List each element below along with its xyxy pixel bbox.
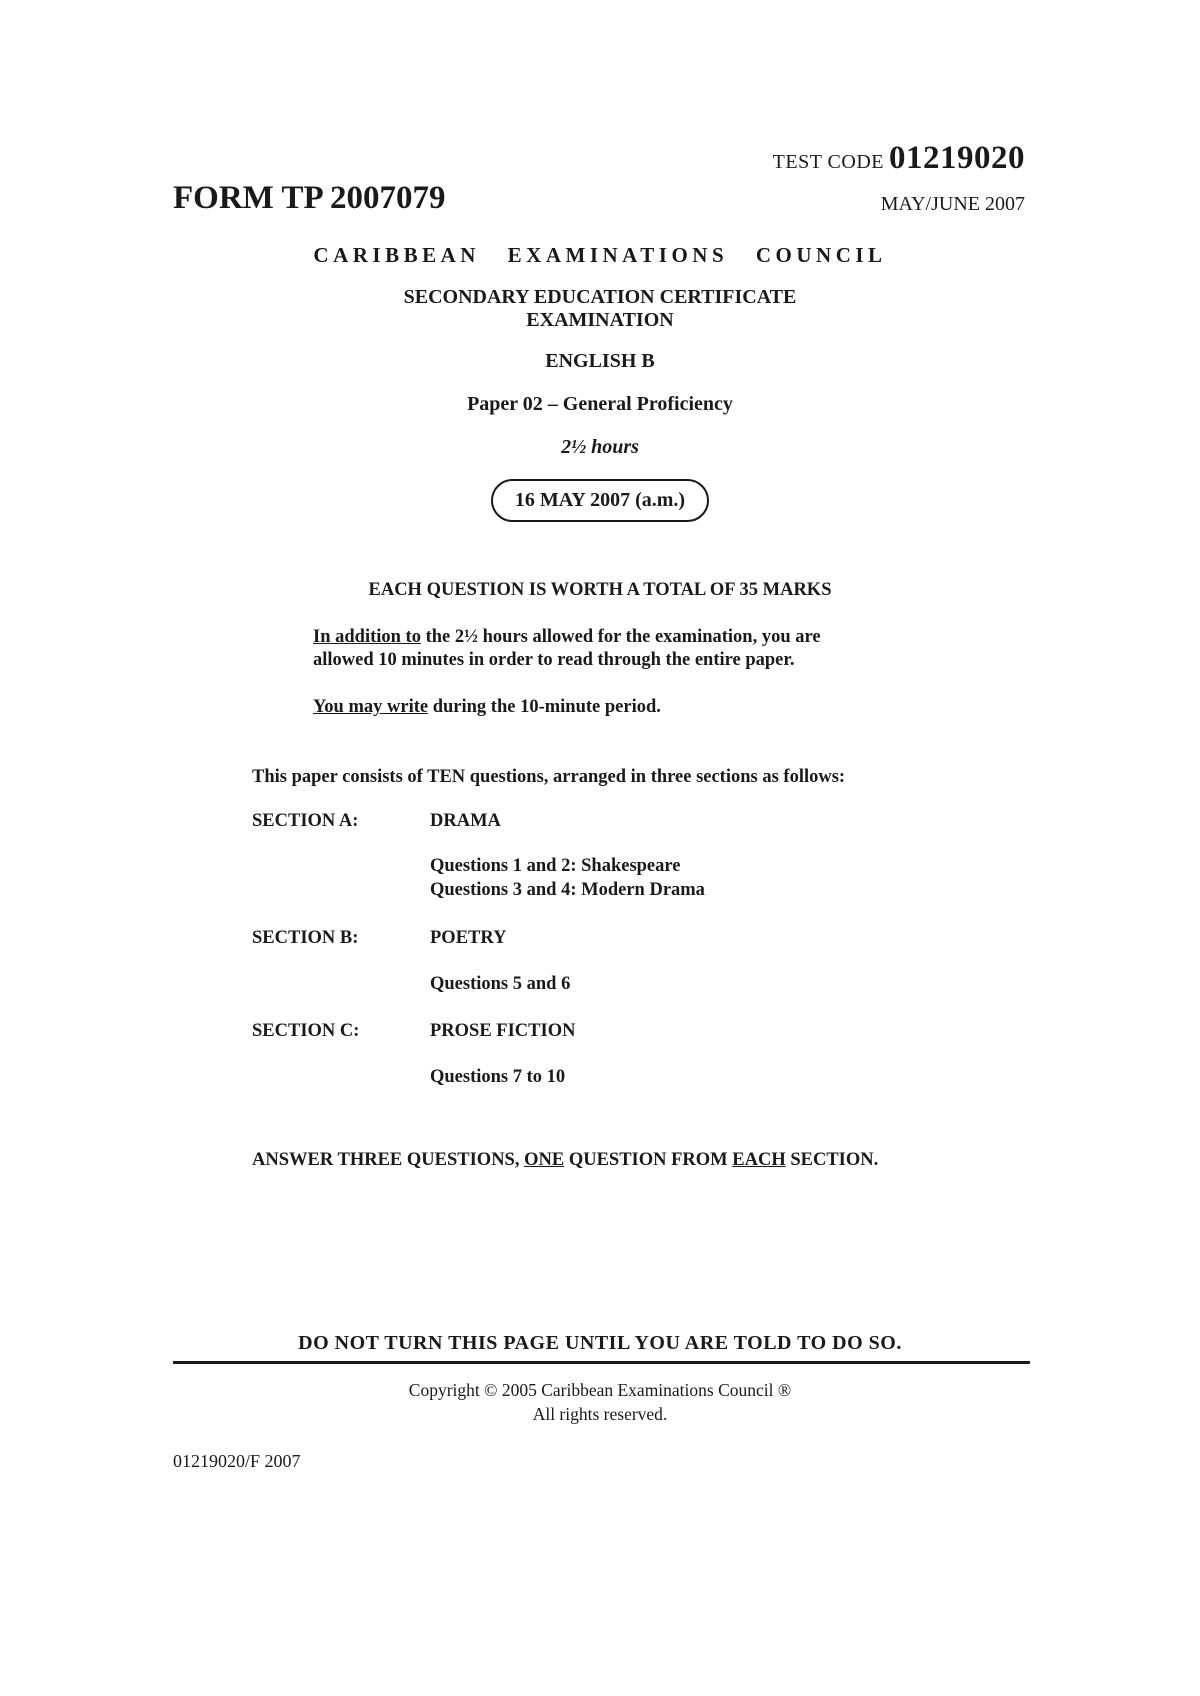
paper-structure-intro: This paper consists of TEN questions, arranged in three sections as follows: xyxy=(252,767,846,787)
exam-date-container xyxy=(160,479,1040,522)
section-a-question-line: Questions 1 and 2: Shakespeare xyxy=(430,856,681,876)
section-c-question-line: Questions 7 to 10 xyxy=(430,1067,566,1087)
reading-line-2: allowed 10 minutes in order to read through the entire paper. xyxy=(313,650,795,670)
document-code: 01219020/F 2007 xyxy=(173,1451,301,1471)
writing-emphasis: You may write xyxy=(313,697,429,717)
answer-instruction-one: ONE xyxy=(524,1150,565,1170)
section-a-questions xyxy=(430,854,705,902)
certificate-title xyxy=(160,286,1040,332)
test-code-label: TEST CODE xyxy=(772,151,884,173)
subject-title: ENGLISH B xyxy=(545,350,655,372)
form-id: FORM TP 2007079 xyxy=(173,180,446,216)
exam-duration: 2½ hours xyxy=(561,436,639,458)
certificate-line-2: EXAMINATION xyxy=(526,309,674,331)
copyright-notice xyxy=(160,1378,1040,1426)
section-a-title: DRAMA xyxy=(430,811,501,831)
footer-divider xyxy=(173,1361,1030,1364)
writing-rest: during the 10-minute period. xyxy=(428,697,661,717)
test-code-value: 01219020 xyxy=(889,140,1025,176)
section-c-label: SECTION C: xyxy=(252,1021,360,1041)
reading-time-notice xyxy=(313,626,821,672)
section-c-title: PROSE FICTION xyxy=(430,1021,576,1041)
section-b-label: SECTION B: xyxy=(252,928,359,948)
answer-instruction-part: ANSWER THREE QUESTIONS, xyxy=(252,1150,525,1170)
test-code xyxy=(773,140,1025,177)
section-a-question-line: Questions 3 and 4: Modern Drama xyxy=(430,880,705,900)
reading-line-1: the 2½ hours allowed for the examination, you are xyxy=(420,627,821,647)
marks-notice: EACH QUESTION IS WORTH A TOTAL OF 35 MARKS xyxy=(368,580,832,600)
answer-instruction-each: EACH xyxy=(732,1150,786,1170)
copyright-line-1: Copyright © 2005 Caribbean Examinations Council ® xyxy=(408,1380,792,1400)
section-b-title: POETRY xyxy=(430,928,507,948)
section-c-questions xyxy=(430,1065,565,1089)
reading-emphasis: In addition to xyxy=(313,627,421,647)
answer-instruction-part: SECTION. xyxy=(785,1150,879,1170)
paper-title: Paper 02 – General Proficiency xyxy=(467,393,733,415)
certificate-line-1: SECONDARY EDUCATION CERTIFICATE xyxy=(403,286,797,308)
section-a-label: SECTION A: xyxy=(252,811,359,831)
do-not-turn-warning: DO NOT TURN THIS PAGE UNTIL YOU ARE TOLD TO DO SO. xyxy=(298,1332,902,1354)
answer-instruction xyxy=(252,1150,878,1171)
exam-session: MAY/JUNE 2007 xyxy=(880,193,1025,215)
section-b-questions xyxy=(430,972,570,996)
council-name: CARIBBEAN EXAMINATIONS COUNCIL xyxy=(313,243,887,267)
section-b-question-line: Questions 5 and 6 xyxy=(430,974,571,994)
copyright-line-2: All rights reserved. xyxy=(532,1404,668,1424)
answer-instruction-part: QUESTION FROM xyxy=(564,1150,733,1170)
exam-date-badge: 16 MAY 2007 (a.m.) xyxy=(491,479,709,522)
writing-notice xyxy=(313,697,661,718)
